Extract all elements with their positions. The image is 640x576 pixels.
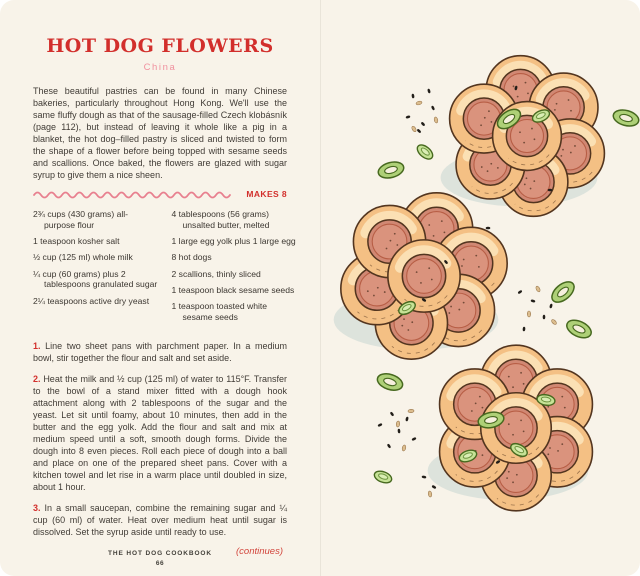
pastry-petal xyxy=(493,102,562,171)
black-sesame-seed xyxy=(530,299,535,303)
white-sesame-seed xyxy=(428,491,432,497)
black-sesame-seed xyxy=(416,128,421,133)
white-sesame-seed xyxy=(408,409,414,413)
recipe-country: China xyxy=(143,62,177,73)
black-sesame-seed xyxy=(523,327,526,332)
black-sesame-seed xyxy=(421,475,426,478)
ingredient-item: 1 teaspoon black sesame seeds xyxy=(171,284,295,295)
continues-note: (continues) xyxy=(236,545,283,557)
hot-dog-slice xyxy=(402,254,445,297)
ingredient-item: ¼ cup (60 grams) plus 2 tablespoons granulated sugar xyxy=(33,268,158,290)
black-sesame-seed xyxy=(390,411,395,416)
ingredient-item: 1 large egg yolk plus 1 large egg xyxy=(171,236,296,247)
page-footer xyxy=(0,550,320,567)
yield-row xyxy=(33,188,287,200)
step-number: 1. xyxy=(33,341,46,352)
black-sesame-seed xyxy=(427,88,431,93)
step-number: 2. xyxy=(33,373,44,384)
recipe-title: HOT DOG FLOWERS xyxy=(46,35,274,57)
steps xyxy=(33,340,287,537)
page-number: 66 xyxy=(155,560,165,567)
black-sesame-seed xyxy=(431,105,435,110)
black-sesame-seed xyxy=(405,115,410,119)
ingredient-item: 8 hot dogs xyxy=(171,252,212,263)
book-title: THE HOT DOG COOKBOOK xyxy=(108,550,212,557)
black-sesame-seed xyxy=(420,121,425,126)
ingredient-item: 1 teaspoon kosher salt xyxy=(33,236,120,247)
wavy-divider-icon xyxy=(33,188,233,200)
black-sesame-seed xyxy=(517,290,522,295)
scallion-ring xyxy=(564,317,594,342)
ingredient-item: 2 scallions, thinly sliced xyxy=(171,268,261,279)
black-sesame-seed xyxy=(549,303,553,308)
black-sesame-seed xyxy=(405,416,409,421)
scallion-piece xyxy=(415,142,435,162)
ingredient-item: 2¾ cups (430 grams) all-purpose flour xyxy=(33,209,129,230)
ingredient-item: 1 teaspoon toasted white sesame seeds xyxy=(171,301,268,323)
ingredients-col2 xyxy=(172,209,297,328)
white-sesame-seed xyxy=(411,126,417,133)
black-sesame-seed xyxy=(486,227,491,230)
black-sesame-seed xyxy=(387,443,392,448)
ingredient-item: 4 tablespoons (56 grams) unsalted butter, melted xyxy=(171,209,270,230)
black-sesame-seed xyxy=(543,315,546,320)
step: 3. In a small saucepan, combine the remaining sugar and ¼ cup (60 ml) of water. Heat over medium heat until sugar is dissolved. Set the syrup aside until ready to use. xyxy=(33,502,287,537)
yield-label: MAKES 8 xyxy=(246,189,287,199)
white-sesame-seed xyxy=(551,319,558,326)
black-sesame-seed xyxy=(411,437,416,441)
black-sesame-seed xyxy=(397,429,400,434)
white-sesame-seed xyxy=(535,286,541,293)
white-sesame-seed xyxy=(527,311,531,317)
white-sesame-seed xyxy=(434,117,439,124)
scallion-piece xyxy=(373,469,393,485)
step-number: 3. xyxy=(33,502,45,513)
ingredient-item: ½ cup (125 ml) whole milk xyxy=(33,252,133,263)
white-sesame-seed xyxy=(396,421,400,427)
black-sesame-seed xyxy=(548,189,553,192)
ingredient-item: 2¼ teaspoons active dry yeast xyxy=(33,295,150,306)
step: 1. Line two sheet pans with parchment paper. In a medium bowl, stir together the flour and salt and set aside. xyxy=(33,341,287,364)
recipe-intro: These beautiful pastries can be found in many Chinese bakeries, particularly throughout Hong Kong. We'll use the same fluffy dough as that of the sausage-filled Czech klobásník (page 112), but instead of leaving it whole like a pig in a blanket, the hot dog–filled pastry is sliced and twisted to form the shape of a flower before being topped with sesame seeds and scallions. Once baked, the flowers are glazed with sugar syrup to give them a nice sheen. xyxy=(33,86,287,180)
illustration-page xyxy=(320,0,640,576)
scallion-ring xyxy=(377,159,406,180)
illustration-svg xyxy=(320,0,640,576)
scallion-ring xyxy=(548,278,578,306)
ingredients-list xyxy=(33,209,296,328)
black-sesame-seed xyxy=(377,423,382,427)
scallion-ring xyxy=(612,107,640,128)
white-sesame-seed xyxy=(402,445,407,452)
ingredients-col1 xyxy=(33,209,158,328)
black-sesame-seed xyxy=(411,94,414,99)
step: 2. Heat the milk and ½ cup (125 ml) of water to 115°F. Transfer to the bowl of a stand mixer fitted with a dough hook attachment along with 2 tablespoons of the sugar and the yeast. Let sit until foamy, about 10 minutes, then add in the butter and the egg yolk. Add the flour and salt and mix at medium speed until a soft, smooth dough forms. Divide the dough into 8 even pieces. Roll each piece of dough into a ball and place on one of the prepared sheet pans. Cover with a kitchen towel and let rise in a warm place until doubled in size, about 1 hour. xyxy=(33,373,287,493)
white-sesame-seed xyxy=(416,101,423,106)
scallion-ring xyxy=(375,371,404,393)
black-sesame-seed xyxy=(431,485,436,490)
